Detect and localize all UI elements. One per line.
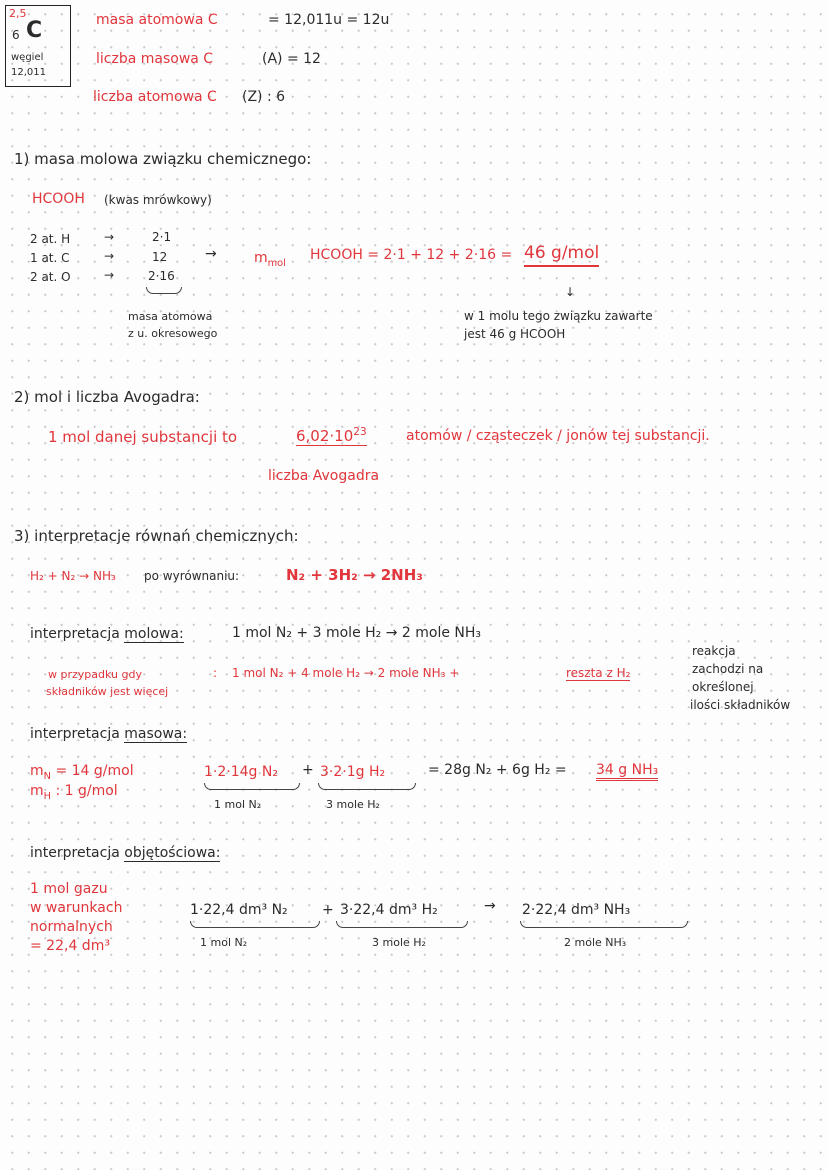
atom-row-arrow: → (104, 268, 115, 282)
mass-n: $m_N = 14$ g/mol (30, 763, 134, 782)
brace-vol-n2 (190, 921, 320, 928)
brace-vol-h2 (336, 921, 468, 928)
element-mass-number: 6 (12, 28, 20, 42)
atom-row-calc: 2·16 (148, 269, 175, 283)
mmol-equation: HCOOH = 2·1 + 12 + 2·16 = (310, 247, 513, 263)
atom-row-calc: 2·1 (152, 230, 172, 244)
mmol-label: $m_{mol}$ (254, 250, 286, 269)
excess-colon: : (213, 666, 218, 680)
result-note-line2: jest 46 g HCOOH (464, 327, 566, 341)
balanced-equation: N₂ + 3H₂ → 2NH₃ (286, 566, 423, 584)
element-card (5, 5, 71, 87)
element-name: węgiel (11, 52, 44, 63)
header-line2-label: liczba masowa C (96, 51, 214, 67)
header-line1-label: masa atomowa C (96, 12, 218, 28)
excess-remainder: reszta z H₂ (566, 666, 631, 680)
brace-atomic-mass (146, 287, 182, 294)
avogadro-sentence-b: atomów / cząsteczek / jonów tej substancji. (406, 428, 710, 444)
mass-h: $m_H$ : 1 g/mol (30, 783, 118, 802)
atom-row-label: 1 at. C (30, 251, 70, 265)
compound-formula: HCOOH (32, 191, 85, 207)
side-note-line: ilości składników (690, 698, 791, 712)
volume-brace-h2-label: 3 mole H₂ (372, 936, 426, 949)
volume-term-n2: 1·22,4 dm³ N₂ (190, 902, 288, 918)
atom-row-label: 2 at. O (30, 270, 71, 284)
unbalanced-equation: H₂ + N₂ → NH₃ (30, 569, 116, 583)
molar-equation: 1 mol N₂ + 3 mole H₂ → 2 mole NH₃ (232, 625, 482, 641)
mass-brace-h2-label: 3 mole H₂ (326, 798, 380, 811)
brace-h2 (318, 783, 416, 790)
side-note-line: zachodzi na (692, 662, 764, 676)
mass-term-n2: 1·2·14g N₂ (204, 764, 278, 780)
excess-equation: 1 mol N₂ + 4 mole H₂ → 2 mole NH₃ + (232, 666, 460, 680)
gas-note-line: = 22,4 dm³ (30, 938, 110, 954)
volume-term-h2: 3·22,4 dm³ H₂ (340, 902, 438, 918)
compound-note: (kwas mrówkowy) (104, 193, 212, 207)
atom-row-calc: 12 (152, 250, 168, 264)
mass-result: 34 g NH₃ (596, 762, 658, 781)
volume-term-nh3: 2·22,4 dm³ NH₃ (522, 902, 631, 918)
gas-note-line: 1 mol gazu (30, 881, 108, 897)
element-symbol: C (26, 18, 43, 43)
mass-equation: = 28g N₂ + 6g H₂ = (428, 762, 567, 778)
mass-plus: + (302, 762, 314, 778)
brace-vol-nh3 (520, 921, 688, 928)
after-balancing-text: po wyrównaniu: (144, 569, 240, 583)
avogadro-sentence-a: 1 mol danej substancji to (48, 428, 238, 446)
section1-title: 1) masa molowa związku chemicznego: (14, 150, 312, 168)
gas-note-line: normalnych (30, 919, 113, 935)
mass-term-h2: 3·2·1g H₂ (320, 764, 386, 780)
volume-brace-n2-label: 1 mol N₂ (200, 936, 248, 949)
excess-note-line2: składników jest więcej (46, 685, 169, 698)
molar-interpretation-label: interpretacja molowa: (30, 626, 184, 642)
mass-interpretation-label: interpretacja masowa: (30, 726, 188, 742)
element-number: 2,5 (9, 7, 27, 20)
avogadro-label: liczba Avogadra (268, 468, 380, 484)
atom-row-arrow: → (104, 230, 115, 244)
header-line2-value: (A) = 12 (262, 51, 321, 67)
molar-mass-result: 46 g/mol (524, 243, 599, 267)
section2-title: 2) mol i liczba Avogadra: (14, 388, 200, 406)
result-note-line1: w 1 molu tego związku zawarte (464, 309, 653, 323)
side-note-line: określonej (692, 680, 754, 694)
brace-n2 (204, 783, 300, 790)
side-note-line: reakcja (692, 644, 736, 658)
atom-row-label: 2 at. H (30, 232, 71, 246)
mass-brace-n2-label: 1 mol N₂ (214, 798, 262, 811)
volume-interpretation-label: interpretacja objętościowa: (30, 845, 221, 861)
section3-title: 3) interpretacje równań chemicznych: (14, 527, 299, 545)
brace-note-line1: masa atomowa (128, 310, 213, 323)
volume-plus: + (322, 902, 334, 918)
avogadro-number: $6,02\cdot 10^{23}$ (296, 426, 367, 445)
down-arrow: ↓ (565, 285, 576, 299)
atom-row-arrow: → (104, 249, 115, 263)
header-line3-value: (Z) : 6 (242, 89, 286, 105)
gas-note-line: w warunkach (30, 900, 123, 916)
excess-note-line1: w przypadku gdy (48, 668, 142, 681)
element-atomic-mass: 12,011 (11, 67, 46, 78)
volume-brace-nh3-label: 2 mole NH₃ (564, 936, 627, 949)
header-line1-value: = 12,011u = 12u (268, 12, 390, 28)
big-arrow: → (205, 246, 217, 262)
header-line3-label: liczba atomowa C (93, 89, 217, 105)
volume-arrow: → (484, 898, 496, 914)
brace-note-line2: z u. okresowego (128, 327, 218, 340)
